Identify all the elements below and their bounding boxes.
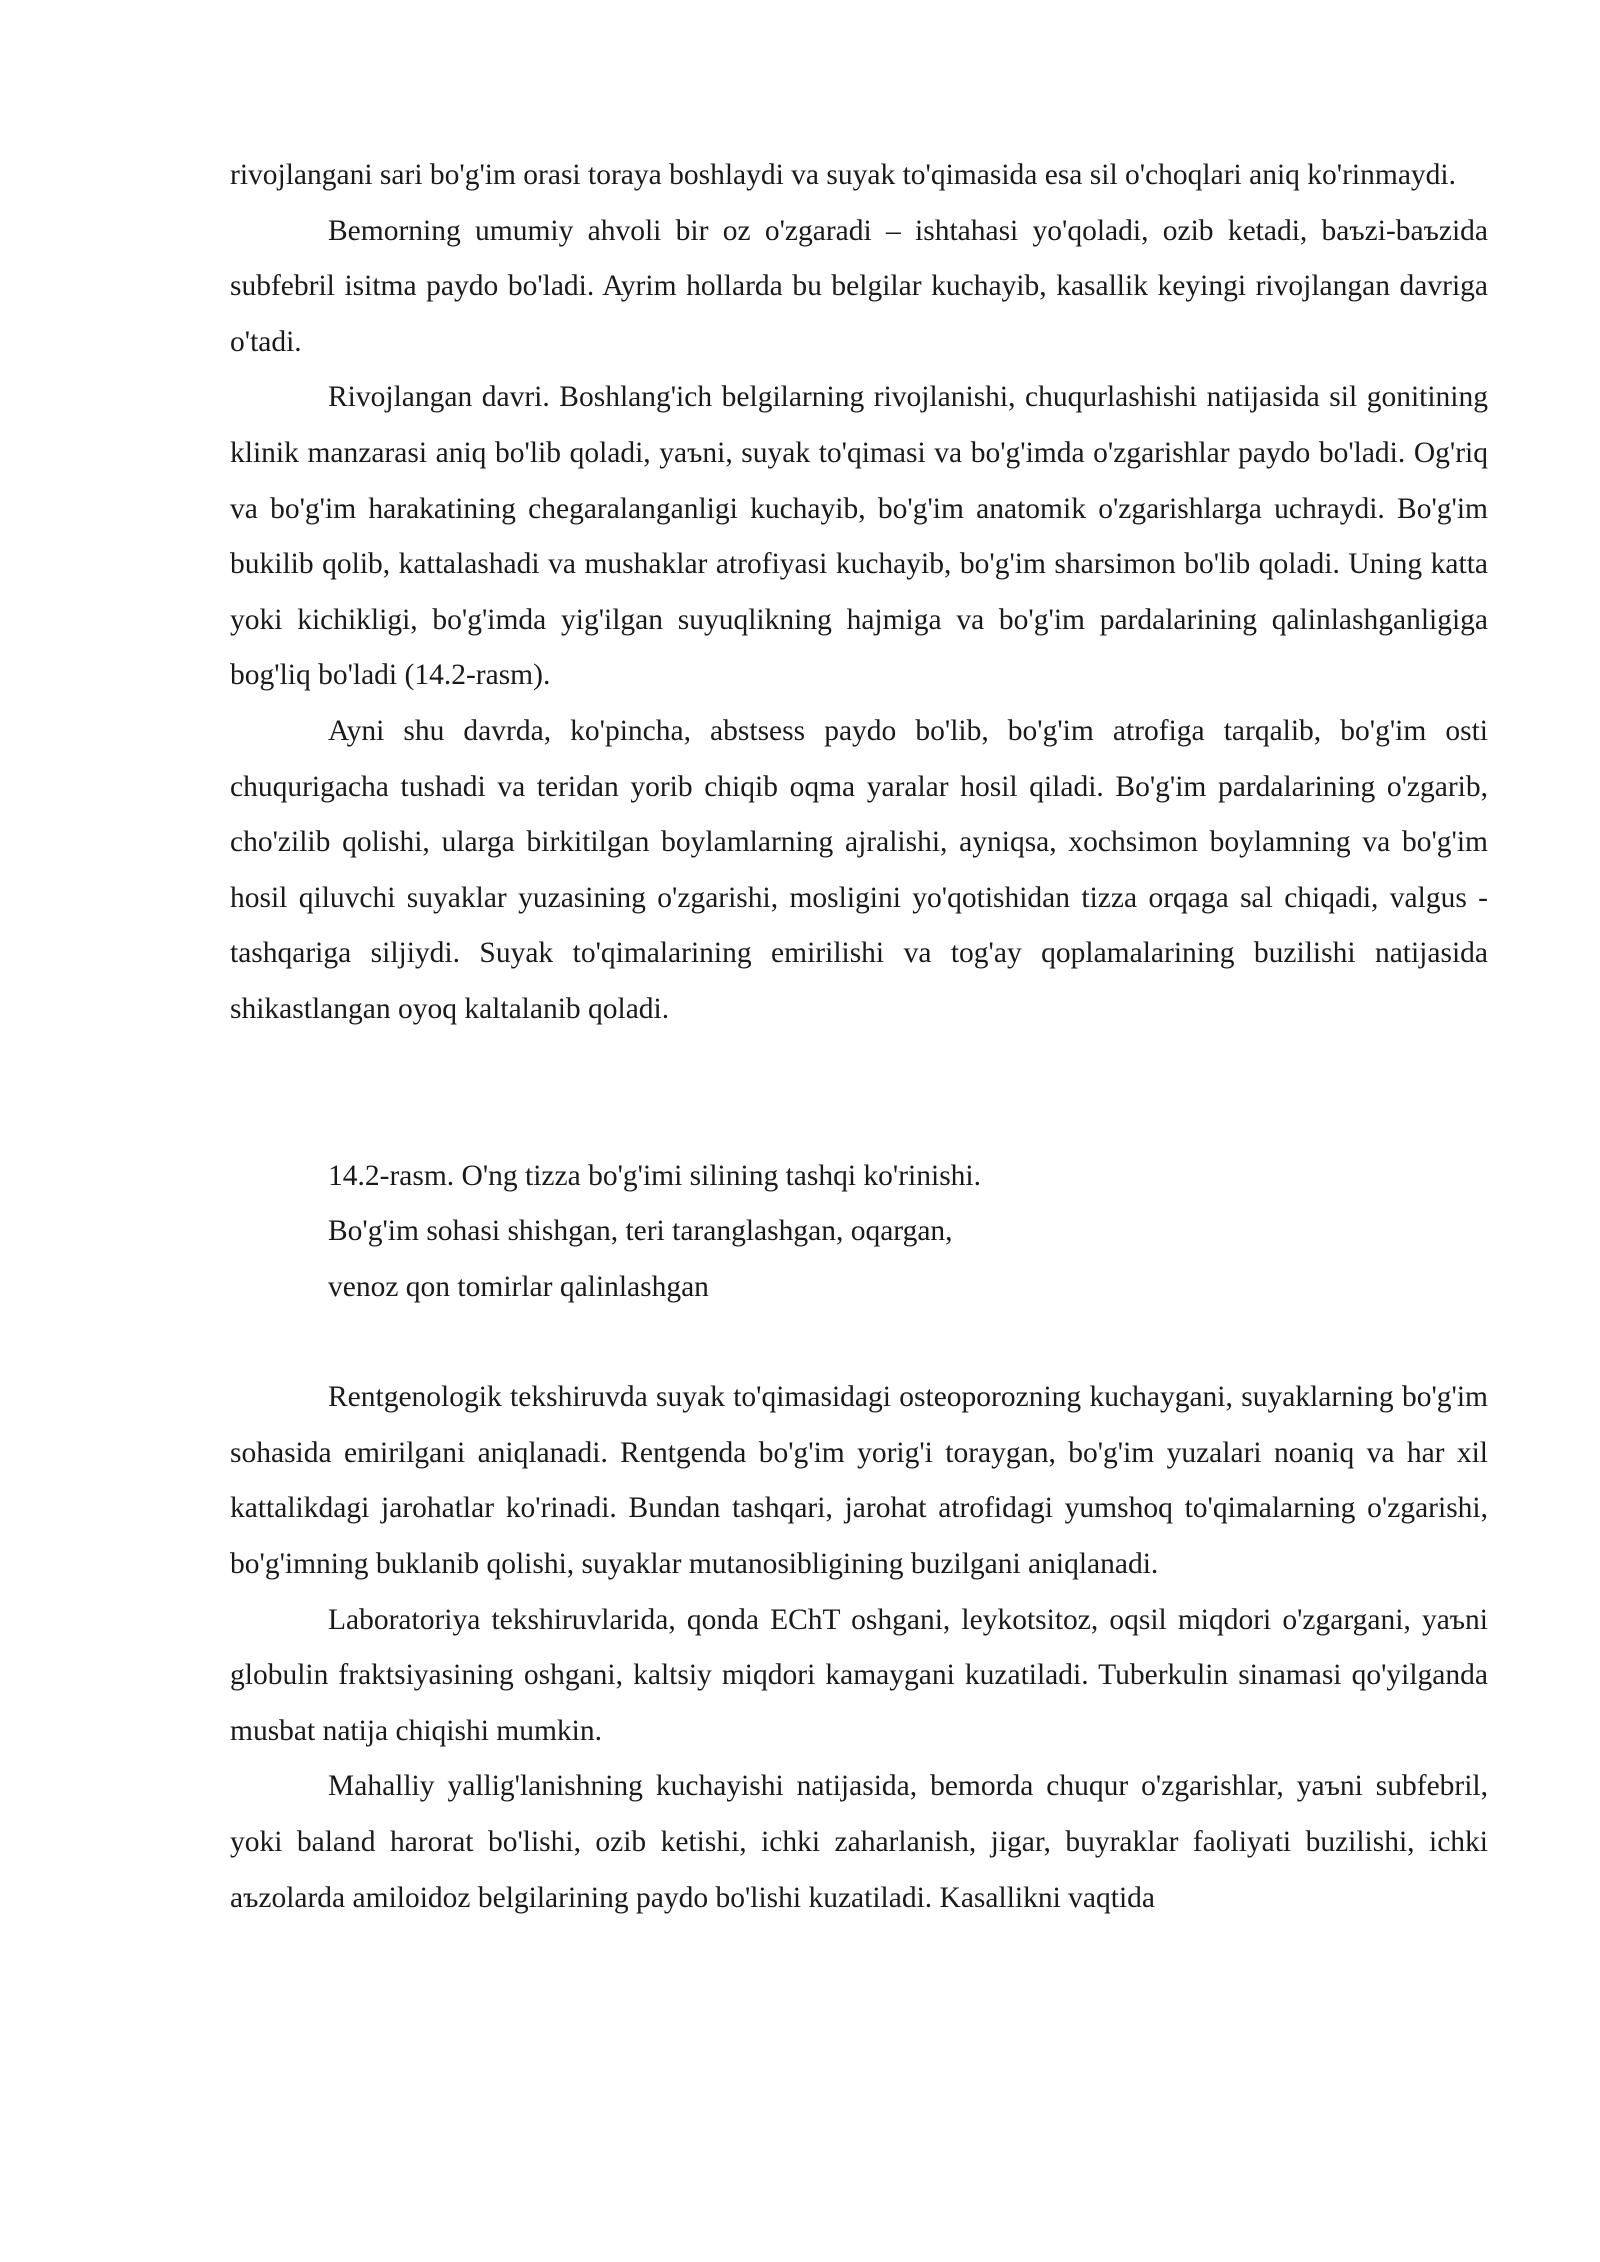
paragraph-local-inflammation: Mahalliy yallig'lanishning kuchayishi natijasida, bemorda chuqur o'zgarishlar, yaъni subfebril, yoki baland harorat bo'lishi, ozib ketishi, ichki zaharlanish, jigar, buyraklar faoliyati buzilishi, ichki aъzolarda amiloidoz belgilarining paydo bo'lishi kuzatiladi. Kasallikni vaqtida [230,1770,1488,1914]
figure-caption [328,1149,1488,1316]
paragraph-radiology: Rentgenologik tekshiruvda suyak to'qimasidagi osteoporozning kuchaygani, suyaklarning bo'g'im sohasida emirilgani aniqlanadi. Rentgenda bo'g'im yorig'i toraygan, bo'g'im yuzalari noaniq va har xil kattalikdagi jarohatlar ko'rinadi. Bundan tashqari, jarohat atrofidagi yumshoq to'qimalarning o'zgarishi, bo'g'imning buklanib qolishi, suyaklar mutanosibligining buzilgani aniqlanadi. [230,1381,1488,1581]
caption-spacing [230,1315,1488,1370]
figure-caption-line: venoz qon tomirlar qalinlashgan [328,1270,709,1303]
figure-caption-line: Bo'g'im sohasi shishgan, teri taranglashgan, oqargan, [328,1215,953,1248]
paragraph-developed-period: Rivojlangan davri. Boshlang'ich belgilarning rivojlanishi, chuqurlashishi natijasida sil gonitining klinik manzarasi aniq bo'lib qoladi, yaъni, suyak to'qimasi va bo'g'imda o'zgarishlar paydo bo'ladi. Og'riq va bo'g'im harakatining chegaralanganligi kuchayib, bo'g'im anatomik o'zgarishlarga uchraydi. Bo'g'im bukilib qolib, kattalashadi va mushaklar atrofiyasi kuchayib, bo'g'im sharsimon bo'lib qoladi. Uning katta yoki kichikligi, bo'g'imda yig'ilgan suyuqlikning hajmiga va bo'g'im pardalarining qalinlashganligiga bog'liq bo'ladi (14.2-rasm). [230,381,1488,692]
document-page [230,148,1488,1926]
paragraph-general-condition: Bemorning umumiy ahvoli bir oz o'zgaradi – ishtahasi yo'qoladi, ozib ketadi, baъzi-baъzida subfebril isitma paydo bo'ladi. Ayrim hollarda bu belgilar kuchayib, kasallik keyingi rivojlangan davriga o'tadi. [230,214,1488,358]
figure-caption-title: 14.2-rasm. O'ng tizza bo'g'imi silining tashqi ko'rinishi. [328,1159,981,1192]
paragraph-laboratory: Laboratoriya tekshiruvlarida, qonda EChT oshgani, leykotsitoz, oqsil miqdori o'zgargani, yaъni globulin fraktsiyasining oshgani, kaltsiy miqdori kamaygani kuzatiladi. Tuberkulin sinamasi qo'yilganda musbat natija chiqishi mumkin. [230,1603,1488,1747]
paragraph-abscess: Ayni shu davrda, ko'pincha, abstsess paydo bo'lib, bo'g'im atrofiga tarqalib, bo'g'im osti chuqurigacha tushadi va teridan yorib chiqib oqma yaralar hosil qiladi. Bo'g'im pardalarining o'zgarib, cho'zilib qolishi, ularga birkitilgan boylamlarning ajralishi, ayniqsa, xochsimon boylamning va bo'g'im hosil qiluvchi suyaklar yuzasining o'zgarishi, mosligini yo'qotishidan tizza orqaga sal chiqadi, valgus - tashqariga siljiydi. Suyak to'qimalarining emirilishi va tog'ay qoplamalarining buzilishi natijasida shikastlangan oyoq kaltalanib qoladi. [230,714,1488,1025]
figure-placeholder-space [230,1038,1488,1149]
paragraph-continuation: rivojlangani sari bo'g'im orasi toraya boshlaydi va suyak to'qimasida esa sil o'choqlari aniq ko'rinmaydi. [230,159,1456,191]
